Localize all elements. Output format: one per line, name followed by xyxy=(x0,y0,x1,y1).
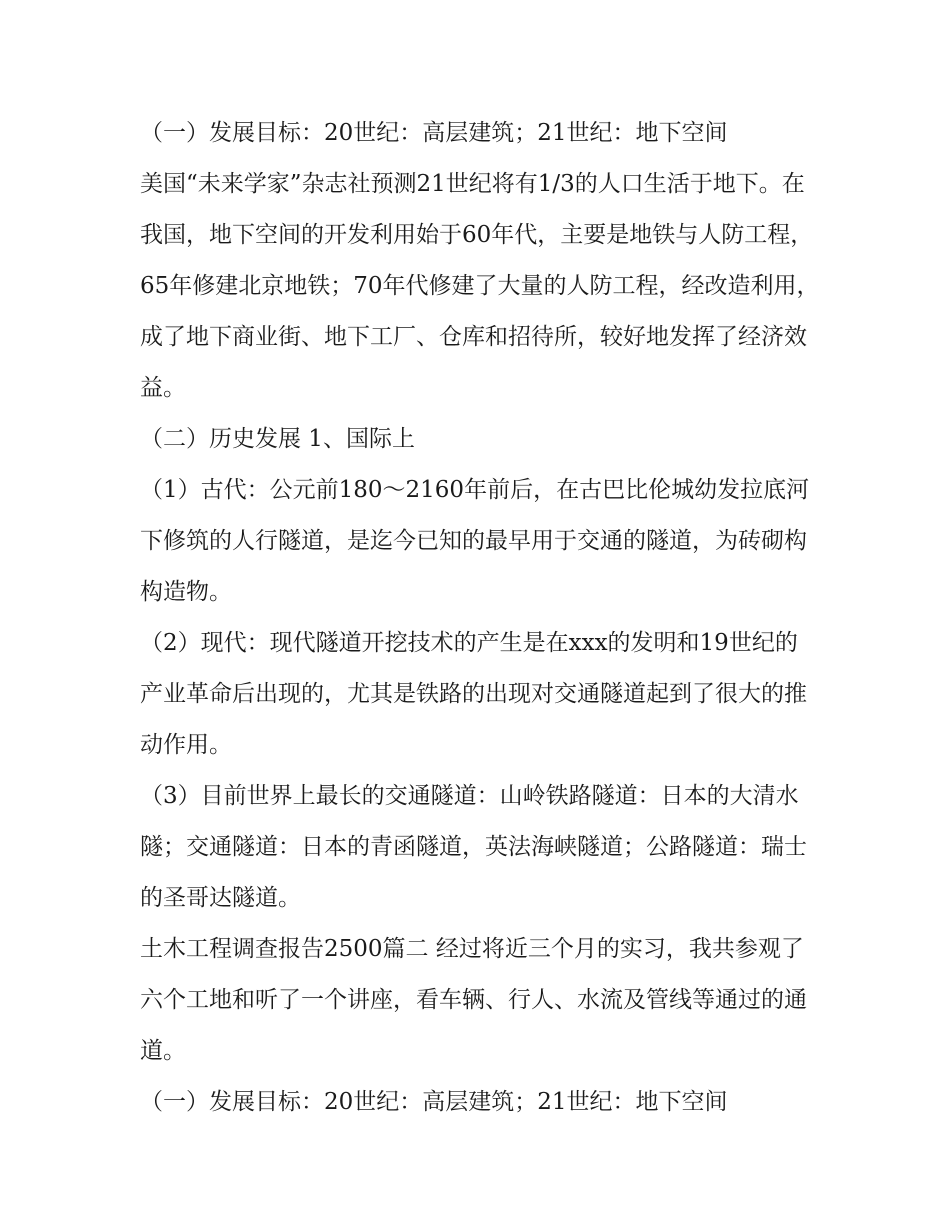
paragraph-development-goal-repeat: （一）发展目标：20世纪：高层建筑；21世纪：地下空间 xyxy=(140,1089,728,1115)
paragraph-underground-space: 美国“未来学家”杂志社预测21世纪将有1/3的人口生活于地下。在我国，地下空间的开发利用始于60年代，主要是地铁与人防工程，65年修建北京地铁；70年代修建了大量的人防工程，经改造利用，成了地下商业街、地下工厂、仓库和招待所，较好地发挥了经济效益。 xyxy=(140,171,820,401)
paragraph-modern: （2）现代：现代隧道开挖技术的产生是在xxx的发明和19世纪的产业革命后出现的，尤其是铁路的出现对交通隧道起到了很大的推动作用。 xyxy=(140,630,807,758)
paragraph-history-heading: （二）历史发展 1、国际上 xyxy=(140,426,415,452)
paragraph-longest-tunnels: （3）目前世界上最长的交通隧道：山岭铁路隧道：日本的大清水隧；交通隧道：日本的青函隧道，英法海峡隧道；公路隧道：瑞士的圣哥达隧道。 xyxy=(140,783,807,911)
document-body xyxy=(140,108,820,1128)
paragraph-development-goal: （一）发展目标：20世纪：高层建筑；21世纪：地下空间 xyxy=(140,120,728,146)
paragraph-report-intro: 土木工程调查报告2500篇二 经过将近三个月的实习，我共参观了六个工地和听了一个讲座，看车辆、行人、水流及管线等通过的通道。 xyxy=(140,936,807,1064)
paragraph-ancient: （1）古代：公元前180～2160年前后，在古巴比伦城幼发拉底河下修筑的人行隧道，是迄今已知的最早用于交通的隧道，为砖砌构构造物。 xyxy=(140,477,810,605)
